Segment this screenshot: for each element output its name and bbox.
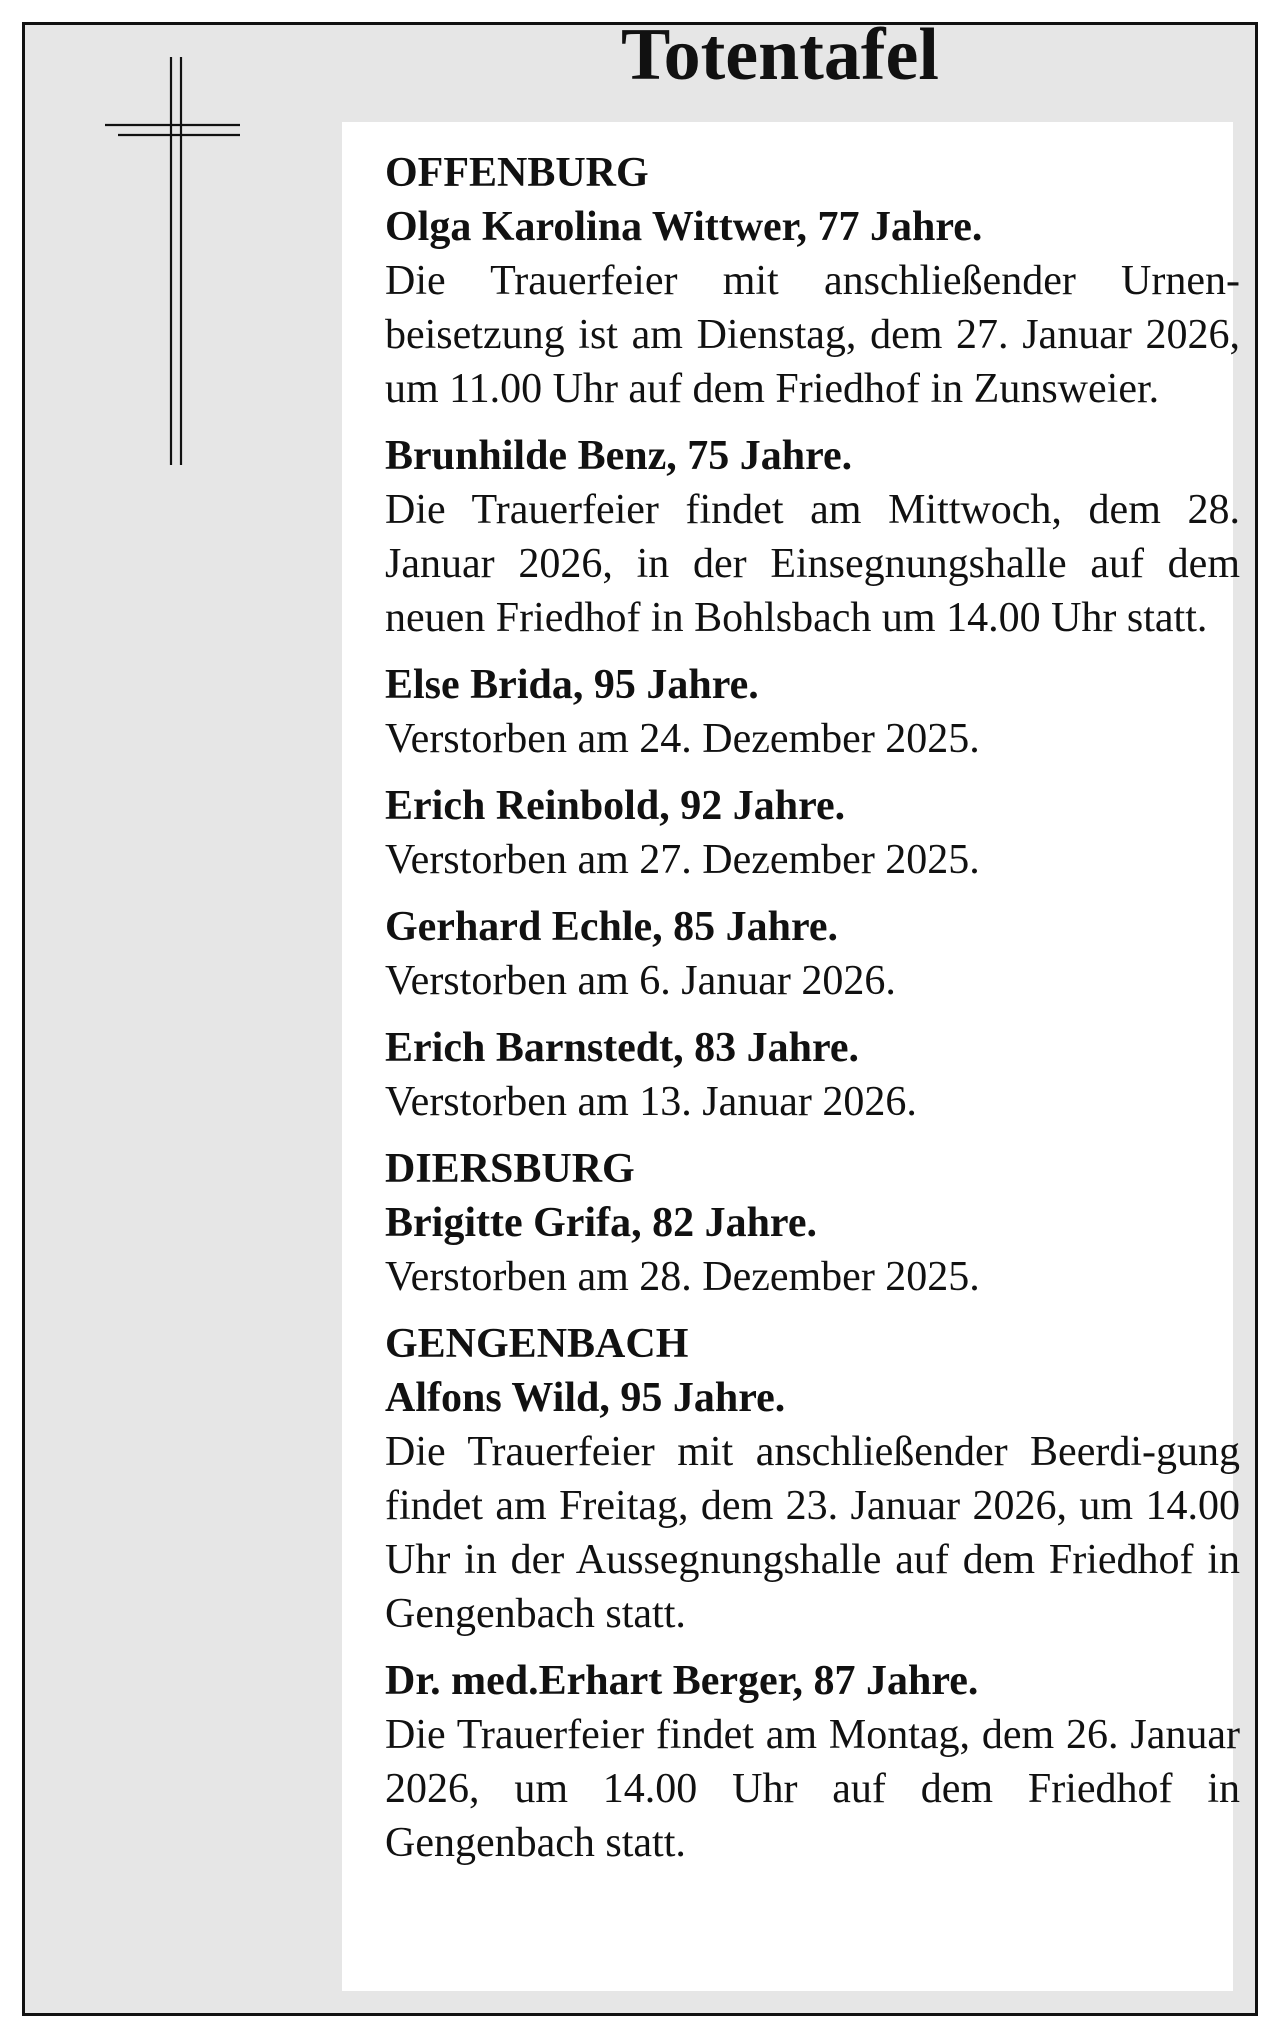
service-details: Verstorben am 13. Januar 2026.: [385, 1079, 917, 1125]
deceased-name: Dr. med.Erhart Berger, 87 Jahre.: [385, 1658, 979, 1704]
place-heading: OFFENBURG: [385, 150, 649, 196]
service-details: Die Trauerfeier findet am Mittwoch, dem 28. Januar 2026, in der Einsegnungshalle auf dem neuen Friedhof in Bohlsbach um 14.00 Uhr statt.: [385, 487, 1240, 641]
deceased-name: Else Brida, 95 Jahre.: [385, 662, 759, 708]
obituary-entry: [385, 429, 1240, 645]
service-details: Die Trauerfeier findet am Montag, dem 26. Januar 2026, um 14.00 Uhr auf dem Friedhof in Gengenbach statt.: [385, 1712, 1240, 1866]
deceased-name: Alfons Wild, 95 Jahre.: [385, 1375, 786, 1421]
obituary-entry: [385, 1196, 1240, 1304]
deceased-name: Gerhard Echle, 85 Jahre.: [385, 904, 839, 950]
deceased-name: Erich Reinbold, 92 Jahre.: [385, 783, 846, 829]
obituary-entry: [385, 900, 1240, 1008]
cross-icon: [80, 35, 240, 465]
obituary-entry: [385, 779, 1240, 887]
page-title: Totentafel: [621, 14, 939, 96]
obituary-entry: [385, 1654, 1240, 1870]
obituary-entry: [385, 658, 1240, 766]
service-details: Die Trauerfeier mit anschließender Urnen-beisetzung ist am Dienstag, dem 27. Januar 2026, um 11.00 Uhr auf dem Friedhof in Zunsweier.: [385, 258, 1240, 412]
service-details: Die Trauerfeier mit anschließender Beerdi-gung findet am Freitag, dem 23. Januar 2026, um 14.00 Uhr in der Aussegnungshalle auf dem Friedhof in Gengenbach statt.: [385, 1429, 1240, 1637]
service-details: Verstorben am 6. Januar 2026.: [385, 958, 896, 1004]
deceased-name: Brunhilde Benz, 75 Jahre.: [385, 433, 853, 479]
service-details: Verstorben am 27. Dezember 2025.: [385, 837, 980, 883]
service-details: Verstorben am 24. Dezember 2025.: [385, 716, 980, 762]
deceased-name: Erich Barnstedt, 83 Jahre.: [385, 1025, 860, 1071]
place-heading: GENGENBACH: [385, 1321, 689, 1367]
service-details: Verstorben am 28. Dezember 2025.: [385, 1254, 980, 1300]
obituary-entry: [385, 1371, 1240, 1641]
place-heading: DIERSBURG: [385, 1146, 635, 1192]
obituary-list: [385, 146, 1240, 1883]
deceased-name: Brigitte Grifa, 82 Jahre.: [385, 1200, 817, 1246]
obituary-entry: [385, 200, 1240, 416]
deceased-name: Olga Karolina Wittwer, 77 Jahre.: [385, 204, 983, 250]
obituary-entry: [385, 1021, 1240, 1129]
